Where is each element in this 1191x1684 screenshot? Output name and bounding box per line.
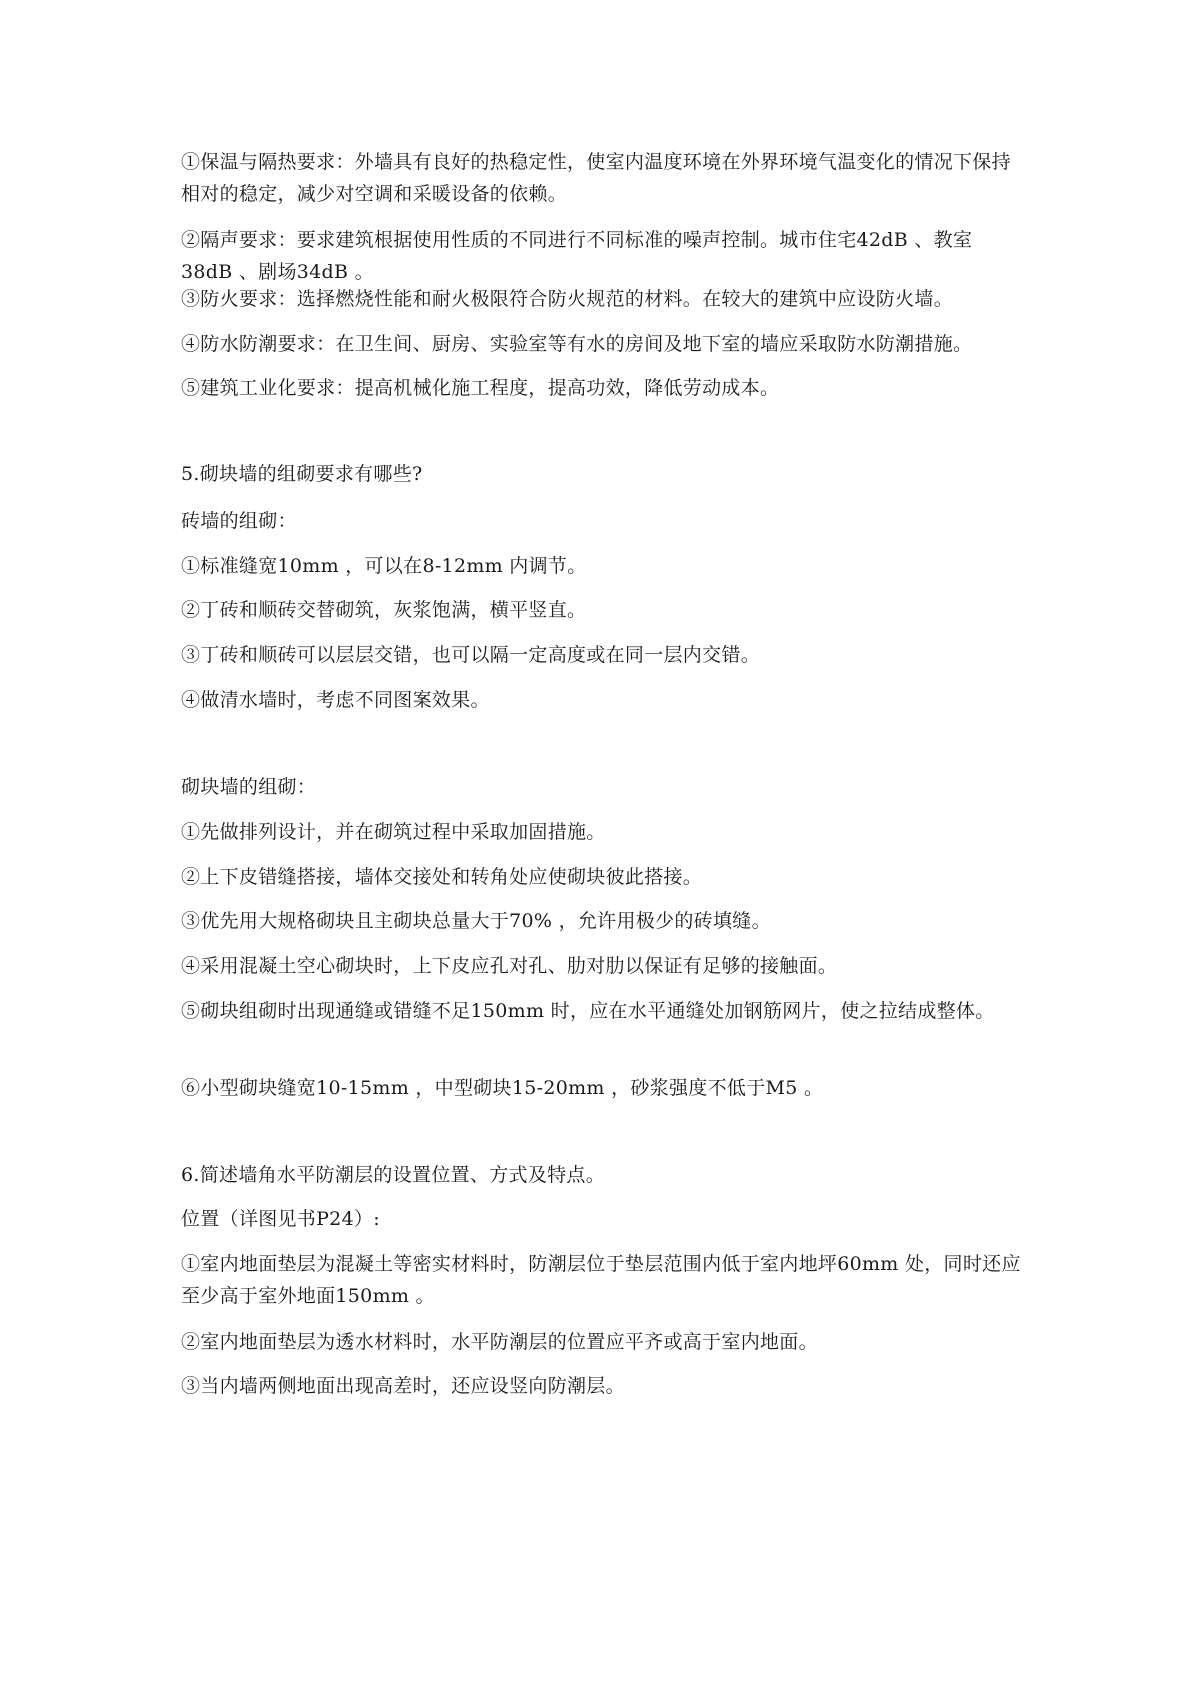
paragraph-fire-protection: ③防火要求：选择燃烧性能和耐火极限符合防火规范的材料。在较大的建筑中应设防火墙。 <box>181 288 954 310</box>
brick-item-1: ①标准缝宽10mm ，可以在8-12mm 内调节。 <box>181 555 587 577</box>
paragraph-insulation: ①保温与隔热要求：外墙具有良好的热稳定性，使室内温度环境在外界环境气温变化的情况下保持相对的稳定，减少对空调和采暖设备的依赖。 <box>181 151 1011 205</box>
block-item-2: ②上下皮错缝搭接，墙体交接处和转角处应使砌块彼此搭接。 <box>181 866 703 888</box>
question-5-heading: 5.砌块墙的组砌要求有哪些? <box>181 463 423 485</box>
block-item-4: ④采用混凝土空心砌块时，上下皮应孔对孔、肋对肋以保证有足够的接触面。 <box>181 955 838 977</box>
position-item-3: ③当内墙两侧地面出现高差时，还应设竖向防潮层。 <box>181 1375 625 1397</box>
block-item-1: ①先做排列设计，并在砌筑过程中采取加固措施。 <box>181 821 606 843</box>
block-item-3: ③优先用大规格砌块且主砌块总量大于70% ，允许用极少的砖填缝。 <box>181 910 771 932</box>
position-item-1: ①室内地面垫层为混凝土等密实材料时，防潮层位于垫层范围内低于室内地坪60mm 处，同时还应至少高于室外地面150mm 。 <box>181 1253 1021 1307</box>
brick-wall-subtitle: 砖墙的组砌： <box>181 510 297 532</box>
block-wall-subtitle: 砌块墙的组砌： <box>181 776 317 798</box>
block-item-5: ⑤砌块组砌时出现通缝或错缝不足150mm 时，应在水平通缝处加钢筋网片，使之拉结成整体。 <box>181 1000 995 1022</box>
paragraph-industrialization: ⑤建筑工业化要求：提高机械化施工程度，提高功效，降低劳动成本。 <box>181 377 780 399</box>
position-subtitle: 位置（详图见书P24）: <box>181 1208 380 1230</box>
block-item-6: ⑥小型砌块缝宽10-15mm ，中型砌块15-20mm ，砂浆强度不低于M5 。 <box>181 1077 824 1099</box>
paragraph-waterproof: ④防水防潮要求：在卫生间、厨房、实验室等有水的房间及地下室的墙应采取防水防潮措施。 <box>181 333 973 355</box>
brick-item-2: ②丁砖和顺砖交替砌筑，灰浆饱满，横平竖直。 <box>181 599 587 621</box>
paragraph-sound-insulation: ②隔声要求：要求建筑根据使用性质的不同进行不同标准的噪声控制。城市住宅42dB 、教室38dB 、剧场34dB 。 <box>181 229 973 283</box>
brick-item-4: ④做清水墙时，考虑不同图案效果。 <box>181 689 490 711</box>
position-item-2: ②室内地面垫层为透水材料时，水平防潮层的位置应平齐或高于室内地面。 <box>181 1331 818 1353</box>
brick-item-3: ③丁砖和顺砖可以层层交错，也可以隔一定高度或在同一层内交错。 <box>181 644 761 666</box>
question-6-heading: 6.简述墙角水平防潮层的设置位置、方式及特点。 <box>181 1164 606 1186</box>
